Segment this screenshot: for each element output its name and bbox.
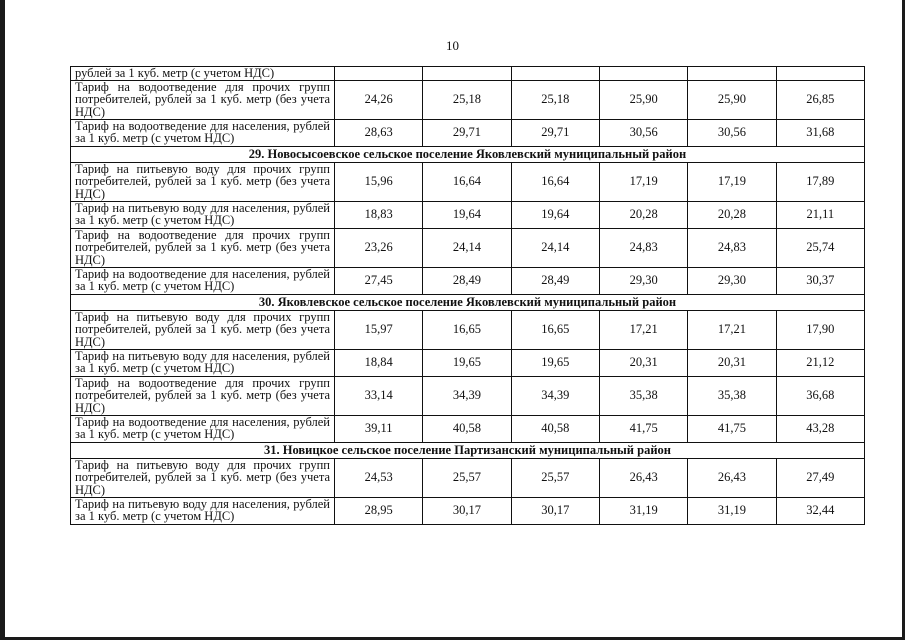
tariff-value-cell: 41,75 bbox=[599, 415, 687, 442]
tariff-value-cell: 30,17 bbox=[423, 497, 511, 524]
tariff-value-cell: 29,30 bbox=[688, 267, 776, 294]
tariff-value-cell: 18,83 bbox=[335, 201, 423, 228]
tariff-value-cell: 36,68 bbox=[776, 376, 864, 415]
table-row bbox=[71, 201, 865, 228]
tariff-value-cell: 30,17 bbox=[511, 497, 599, 524]
tariff-value-cell: 41,75 bbox=[688, 415, 776, 442]
tariff-label: Тариф на питьевую воду для населения, рублей за 1 куб. метр (с учетом НДС) bbox=[71, 349, 335, 376]
tariff-value-cell: 16,64 bbox=[423, 162, 511, 201]
table-row bbox=[71, 119, 865, 146]
tariff-label: Тариф на водоотведение для населения, рублей за 1 куб. метр (с учетом НДС) bbox=[71, 119, 335, 146]
table-row bbox=[71, 376, 865, 415]
tariff-label: Тариф на питьевую воду для прочих групп потребителей, рублей за 1 куб. метр (без учета НДС) bbox=[71, 162, 335, 201]
table-row bbox=[71, 162, 865, 201]
tariff-value-cell: 21,11 bbox=[776, 201, 864, 228]
tariff-value-cell: 40,58 bbox=[423, 415, 511, 442]
tariff-value-cell: 24,53 bbox=[335, 458, 423, 497]
tariff-value-cell: 27,45 bbox=[335, 267, 423, 294]
tariff-value-cell bbox=[335, 67, 423, 81]
tariff-value-cell: 35,38 bbox=[688, 376, 776, 415]
tariff-value-cell: 17,21 bbox=[599, 310, 687, 349]
tariff-value-cell: 28,49 bbox=[423, 267, 511, 294]
tariff-value-cell bbox=[599, 67, 687, 81]
tariff-value-cell: 33,14 bbox=[335, 376, 423, 415]
tariff-value-cell: 43,28 bbox=[776, 415, 864, 442]
tariff-value-cell: 29,71 bbox=[511, 119, 599, 146]
tariff-label: Тариф на питьевую воду для прочих групп потребителей, рублей за 1 куб. метр (без учета НДС) bbox=[71, 458, 335, 497]
tariff-value-cell: 19,65 bbox=[511, 349, 599, 376]
tariff-value-cell: 31,19 bbox=[688, 497, 776, 524]
tariff-value-cell: 17,89 bbox=[776, 162, 864, 201]
tariff-value-cell: 34,39 bbox=[423, 376, 511, 415]
tariff-label: Тариф на водоотведение для прочих групп потребителей, рублей за 1 куб. метр (без учета НДС) bbox=[71, 376, 335, 415]
table-row bbox=[71, 80, 865, 119]
tariff-value-cell: 25,90 bbox=[599, 80, 687, 119]
table-row bbox=[71, 349, 865, 376]
tariff-value-cell: 19,65 bbox=[423, 349, 511, 376]
section-header-row bbox=[71, 146, 865, 162]
tariff-value-cell: 16,64 bbox=[511, 162, 599, 201]
tariff-value-cell: 21,12 bbox=[776, 349, 864, 376]
tariff-value-cell: 17,21 bbox=[688, 310, 776, 349]
table-row bbox=[71, 497, 865, 524]
section-title: 31. Новицкое сельское поселение Партизанский муниципальный район bbox=[71, 442, 865, 458]
tariff-value-cell: 26,85 bbox=[776, 80, 864, 119]
tariff-label: Тариф на питьевую воду для прочих групп потребителей, рублей за 1 куб. метр (без учета НДС) bbox=[71, 310, 335, 349]
page-number: 10 bbox=[446, 38, 459, 53]
tariff-value-cell: 30,56 bbox=[688, 119, 776, 146]
tariff-value-cell: 30,56 bbox=[599, 119, 687, 146]
tariff-value-cell bbox=[423, 67, 511, 81]
tariff-value-cell bbox=[776, 67, 864, 81]
tariff-value-cell: 17,90 bbox=[776, 310, 864, 349]
tariff-value-cell: 26,43 bbox=[688, 458, 776, 497]
table-row bbox=[71, 267, 865, 294]
tariff-label: Тариф на водоотведение для прочих групп потребителей, рублей за 1 куб. метр (без учета НДС) bbox=[71, 80, 335, 119]
tariff-label: Тариф на водоотведение для населения, рублей за 1 куб. метр (с учетом НДС) bbox=[71, 415, 335, 442]
tariff-value-cell: 39,11 bbox=[335, 415, 423, 442]
tariff-value-cell: 24,14 bbox=[423, 228, 511, 267]
tariff-value-cell: 28,49 bbox=[511, 267, 599, 294]
tariff-value-cell: 16,65 bbox=[511, 310, 599, 349]
tariff-table bbox=[70, 66, 865, 525]
tariff-value-cell: 15,96 bbox=[335, 162, 423, 201]
tariff-value-cell: 32,44 bbox=[776, 497, 864, 524]
tariff-value-cell: 27,49 bbox=[776, 458, 864, 497]
tariff-value-cell: 20,28 bbox=[599, 201, 687, 228]
tariff-value-cell: 40,58 bbox=[511, 415, 599, 442]
tariff-table-body bbox=[71, 67, 865, 525]
tariff-value-cell: 28,63 bbox=[335, 119, 423, 146]
tariff-value-cell: 25,57 bbox=[511, 458, 599, 497]
tariff-value-cell bbox=[688, 67, 776, 81]
tariff-value-cell: 35,38 bbox=[599, 376, 687, 415]
section-title: 29. Новосысоевское сельское поселение Яковлевский муниципальный район bbox=[71, 146, 865, 162]
table-row bbox=[71, 415, 865, 442]
tariff-value-cell: 19,64 bbox=[511, 201, 599, 228]
section-header-row bbox=[71, 442, 865, 458]
tariff-value-cell: 24,14 bbox=[511, 228, 599, 267]
tariff-label: Тариф на водоотведение для населения, рублей за 1 куб. метр (с учетом НДС) bbox=[71, 267, 335, 294]
tariff-value-cell: 24,26 bbox=[335, 80, 423, 119]
tariff-value-cell: 18,84 bbox=[335, 349, 423, 376]
table-row bbox=[71, 228, 865, 267]
tariff-label: Тариф на питьевую воду для населения, рублей за 1 куб. метр (с учетом НДС) bbox=[71, 201, 335, 228]
section-header-row bbox=[71, 294, 865, 310]
tariff-value-cell: 25,90 bbox=[688, 80, 776, 119]
tariff-value-cell: 15,97 bbox=[335, 310, 423, 349]
tariff-value-cell: 24,83 bbox=[688, 228, 776, 267]
tariff-value-cell: 25,57 bbox=[423, 458, 511, 497]
tariff-value-cell: 20,28 bbox=[688, 201, 776, 228]
tariff-value-cell: 25,18 bbox=[423, 80, 511, 119]
tariff-value-cell: 29,30 bbox=[599, 267, 687, 294]
tariff-value-cell: 19,64 bbox=[423, 201, 511, 228]
table-row bbox=[71, 310, 865, 349]
tariff-value-cell: 31,68 bbox=[776, 119, 864, 146]
section-title: 30. Яковлевское сельское поселение Яковлевский муниципальный район bbox=[71, 294, 865, 310]
tariff-value-cell bbox=[511, 67, 599, 81]
tariff-value-cell: 20,31 bbox=[599, 349, 687, 376]
tariff-value-cell: 31,19 bbox=[599, 497, 687, 524]
tariff-value-cell: 17,19 bbox=[688, 162, 776, 201]
tariff-label: Тариф на питьевую воду для населения, рублей за 1 куб. метр (с учетом НДС) bbox=[71, 497, 335, 524]
tariff-value-cell: 23,26 bbox=[335, 228, 423, 267]
tariff-value-cell: 29,71 bbox=[423, 119, 511, 146]
scan-edge-left bbox=[0, 0, 5, 640]
tariff-value-cell: 30,37 bbox=[776, 267, 864, 294]
tariff-value-cell: 25,74 bbox=[776, 228, 864, 267]
tariff-value-cell: 34,39 bbox=[511, 376, 599, 415]
tariff-label: Тариф на водоотведение для прочих групп потребителей, рублей за 1 куб. метр (без учета НДС) bbox=[71, 228, 335, 267]
tariff-value-cell: 20,31 bbox=[688, 349, 776, 376]
table-row bbox=[71, 458, 865, 497]
tariff-value-cell: 25,18 bbox=[511, 80, 599, 119]
tariff-value-cell: 24,83 bbox=[599, 228, 687, 267]
tariff-label: рублей за 1 куб. метр (с учетом НДС) bbox=[71, 67, 335, 81]
tariff-value-cell: 16,65 bbox=[423, 310, 511, 349]
table-row bbox=[71, 67, 865, 81]
tariff-value-cell: 28,95 bbox=[335, 497, 423, 524]
tariff-value-cell: 17,19 bbox=[599, 162, 687, 201]
tariff-value-cell: 26,43 bbox=[599, 458, 687, 497]
